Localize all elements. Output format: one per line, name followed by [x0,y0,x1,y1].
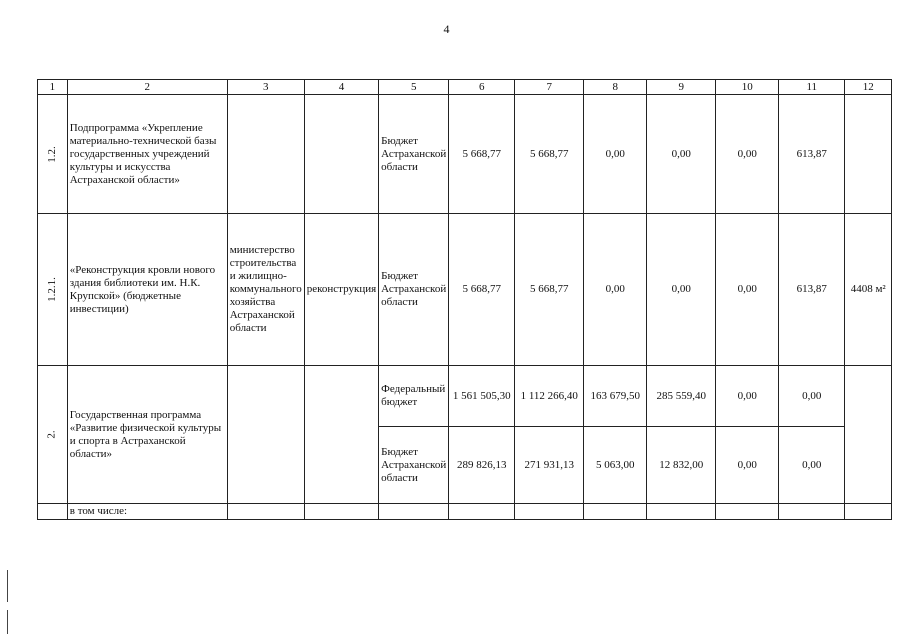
value-cell: 0,00 [716,214,779,366]
value-cell: 0,00 [716,366,779,427]
value-cell: 5 668,77 [515,214,584,366]
funding-source-cell: Бюджет Астраханской области [379,427,449,504]
value-cell: 0,00 [779,427,845,504]
scan-edge-mark [7,570,8,602]
column-header: 10 [716,80,779,95]
work-type-cell: реконструкция [304,214,378,366]
value-cell: 5 668,77 [515,95,584,214]
value-cell [845,95,892,214]
value-cell: 271 931,13 [515,427,584,504]
table-row [38,504,892,520]
value-cell: 1 112 266,40 [515,366,584,427]
executor-cell: министерство строительства и жилищно-коммунального хозяйства Астраханской области [227,214,304,366]
column-header: 3 [227,80,304,95]
value-cell: 0,00 [647,214,716,366]
executor-cell [227,366,304,504]
value-cell: 613,87 [779,95,845,214]
empty-cell [845,504,892,520]
row-number-cell [38,366,68,504]
column-header: 9 [647,80,716,95]
row-number-cell [38,95,68,214]
value-cell: 5 668,77 [449,95,515,214]
row-number: 1.2. [45,145,58,163]
column-header: 12 [845,80,892,95]
empty-cell [515,504,584,520]
column-header: 5 [379,80,449,95]
executor-cell [227,95,304,214]
value-cell: 0,00 [779,366,845,427]
column-header: 2 [67,80,227,95]
empty-cell [584,504,647,520]
value-cell: 285 559,40 [647,366,716,427]
table-row [38,95,892,214]
work-type-cell [304,95,378,214]
value-cell: 1 561 505,30 [449,366,515,427]
table-header-row [38,80,892,95]
funding-source-cell: Бюджет Астраханской области [379,95,449,214]
empty-cell [379,504,449,520]
row-number-cell [38,504,68,520]
value-cell: 12 832,00 [647,427,716,504]
value-cell: 0,00 [584,214,647,366]
table-row [38,214,892,366]
page-number: 4 [443,22,450,36]
value-cell: 289 826,13 [449,427,515,504]
column-header: 6 [449,80,515,95]
program-name-cell: в том числе: [67,504,227,520]
value-cell: 0,00 [647,95,716,214]
scan-edge-mark [7,610,8,634]
value-cell: 0,00 [716,95,779,214]
value-cell [845,366,892,504]
row-number: 2. [45,430,58,439]
column-header: 7 [515,80,584,95]
program-name-cell: Подпрограмма «Укрепление материально-технической базы государственных учреждений культуры и искусства Астраханской области» [67,95,227,214]
row-number: 1.2.1. [45,277,58,302]
empty-cell [779,504,845,520]
column-header: 1 [38,80,68,95]
value-cell: 0,00 [716,427,779,504]
empty-cell [227,504,304,520]
row-number-cell [38,214,68,366]
value-cell: 4408 м² [845,214,892,366]
empty-cell [449,504,515,520]
value-cell: 0,00 [584,95,647,214]
funding-source-cell: Федеральный бюджет [379,366,449,427]
budget-table [37,79,892,520]
value-cell: 613,87 [779,214,845,366]
value-cell: 5 668,77 [449,214,515,366]
empty-cell [647,504,716,520]
column-header: 11 [779,80,845,95]
value-cell: 5 063,00 [584,427,647,504]
program-name-cell: Государственная программа «Развитие физической культуры и спорта в Астраханской области» [67,366,227,504]
column-header: 4 [304,80,378,95]
empty-cell [304,504,378,520]
funding-source-cell: Бюджет Астраханской области [379,214,449,366]
column-header: 8 [584,80,647,95]
table-row [38,366,892,427]
empty-cell [716,504,779,520]
value-cell: 163 679,50 [584,366,647,427]
program-name-cell: «Реконструкция кровли нового здания библиотеки им. Н.К. Крупской» (бюджетные инвестиции) [67,214,227,366]
work-type-cell [304,366,378,504]
